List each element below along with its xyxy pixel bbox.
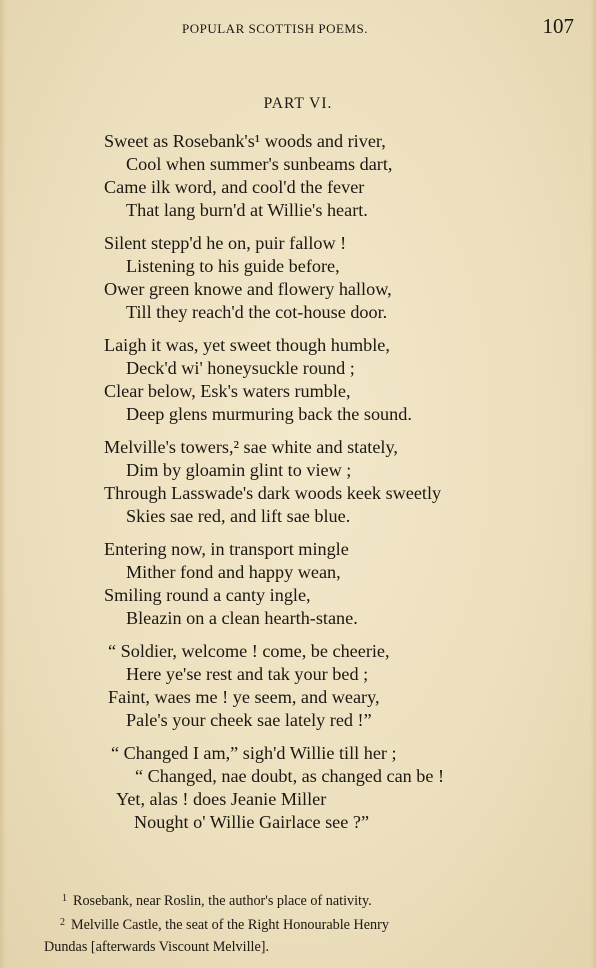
poem-line: Faint, waes me ! ye seem, and weary, [108,687,380,707]
poem-line: Deep glens murmuring back the sound. [126,404,412,424]
footnote-2 [0,912,596,936]
poem-line: Listening to his guide before, [126,256,340,276]
poem-line: “ Changed, nae doubt, as changed can be ! [135,766,445,786]
stanza [0,742,596,834]
poem [0,130,596,844]
poem-line: Cool when summer's sunbeams dart, [126,154,393,174]
poem-line: “ Soldier, welcome ! come, be cheerie, [108,641,390,661]
poem-line: Nought o' Willie Gairlace see ?” [134,812,370,832]
poem-line: Melville's towers,² sae white and stately, [104,437,398,457]
poem-line: Laigh it was, yet sweet though humble, [104,335,390,355]
page-number: 107 [542,14,574,38]
stanza [0,334,596,426]
poem-line: Mither fond and happy wean, [126,562,341,582]
poem-line: Came ilk word, and cool'd the fever [104,177,365,197]
stanza [0,436,596,528]
poem-line: Till they reach'd the cot-house door. [126,302,388,322]
footnote-text: Melville Castle, the seat of the Right Honourable Henry [71,917,389,933]
part-heading: PART VI. [263,95,333,112]
poem-line: Dim by gloamin glint to view ; [126,460,352,480]
footnotes [0,888,596,958]
poem-line: Here ye'se rest and tak your bed ; [126,664,369,684]
poem-line: Bleazin on a clean hearth-stane. [126,608,358,628]
footnote-text: Rosebank, near Roslin, the author's place of nativity. [73,893,372,909]
poem-line: That lang burn'd at Willie's heart. [126,200,368,220]
poem-line: Clear below, Esk's waters rumble, [104,381,351,401]
running-title: POPULAR SCOTTISH POEMS. [182,21,368,36]
footnote-marker: 2 [60,917,65,928]
poem-line: Deck'd wi' honeysuckle round ; [126,358,355,378]
stanza [0,232,596,324]
poem-line: Pale's your cheek sae lately red !” [126,710,372,730]
running-head [0,14,596,38]
poem-line: Silent stepp'd he on, puir fallow ! [104,233,347,253]
poem-line: Ower green knowe and flowery hallow, [104,279,392,299]
stanza [0,640,596,732]
poem-line: Entering now, in transport mingle [104,539,349,559]
footnote-marker: 1 [62,893,67,904]
footnote-1 [0,888,596,912]
poem-line: Smiling round a canty ingle, [104,585,311,605]
poem-line: “ Changed I am,” sigh'd Willie till her ; [111,743,397,763]
stanza [0,538,596,630]
footnote-2-continuation: Dundas [afterwards Viscount Melville]. [44,939,270,955]
poem-line: Through Lasswade's dark woods keek sweetly [104,483,442,503]
poem-line: Yet, alas ! does Jeanie Miller [116,789,327,809]
poem-line: Skies sae red, and lift sae blue. [126,506,351,526]
stanza [0,130,596,222]
poem-line: Sweet as Rosebank's¹ woods and river, [104,131,386,151]
